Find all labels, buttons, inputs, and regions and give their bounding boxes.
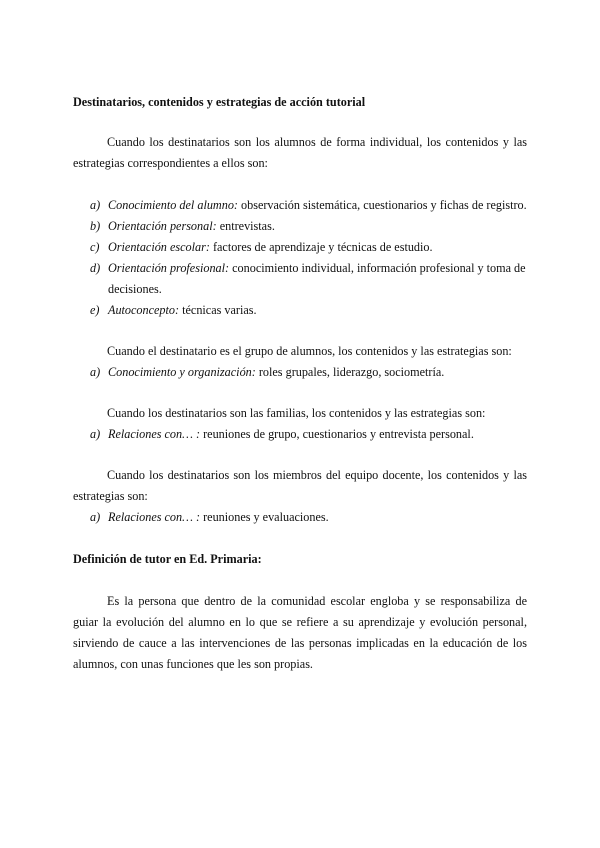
list-text: roles grupales, liderazgo, sociometría. [255, 365, 445, 379]
list-marker: b) [90, 219, 101, 233]
family-list [0, 424, 528, 445]
list-marker: a) [90, 427, 101, 441]
list-marker: c) [90, 240, 100, 254]
list-item [0, 362, 528, 383]
tutor-definition-paragraph: Es la persona que dentro de la comunidad escolar engloba y se responsabiliza de guiar la evolución del alumno en lo que se refiere a su aprendizaje y evolución personal, sirviendo de cauce a las intervenciones de las personas implicadas en la educación de los alumnos, con unas funciones que les son propias. [73, 594, 527, 671]
list-term: Relaciones con… : [108, 510, 201, 524]
list-text: reuniones y evaluaciones. [200, 510, 329, 524]
intro-team-paragraph: Cuando los destinatarios son los miembros del equipo docente, los contenidos y las estrategias son: [73, 468, 527, 503]
individual-list [0, 195, 528, 321]
list-marker: e) [90, 303, 100, 317]
list-text: conocimiento individual, información profesional y toma de decisiones. [108, 261, 526, 296]
list-term: Conocimiento del alumno: [108, 198, 238, 212]
list-text: factores de aprendizaje y técnicas de estudio. [209, 240, 433, 254]
list-item [0, 216, 528, 237]
list-marker: a) [90, 198, 101, 212]
list-text: observación sistemática, cuestionarios y fichas de registro. [237, 198, 527, 212]
list-text: técnicas varias. [179, 303, 257, 317]
list-term: Autoconcepto: [108, 303, 180, 317]
list-text: entrevistas. [216, 219, 275, 233]
intro-individual-paragraph: Cuando los destinatarios son los alumnos de forma individual, los contenidos y las estrategias correspondientes a ellos son: [73, 135, 527, 170]
list-term: Orientación personal: [108, 219, 217, 233]
intro-family-line: Cuando los destinatarios son las familias, los contenidos y las estrategias son: [107, 406, 486, 420]
list-item [0, 507, 528, 528]
list-term: Orientación escolar: [108, 240, 210, 254]
list-item [0, 258, 528, 300]
list-item [0, 195, 528, 216]
group-list [0, 362, 528, 383]
team-list [0, 507, 528, 528]
list-term: Relaciones con… : [108, 427, 201, 441]
list-marker: a) [90, 365, 101, 379]
list-text: reuniones de grupo, cuestionarios y entrevista personal. [200, 427, 474, 441]
list-marker: a) [90, 510, 101, 524]
list-item [0, 300, 528, 321]
section-heading-tutorial-action: Destinatarios, contenidos y estrategias de acción tutorial [73, 95, 366, 109]
list-marker: d) [90, 261, 101, 275]
list-item [0, 237, 528, 258]
list-term: Orientación profesional: [108, 261, 230, 275]
list-term: Conocimiento y organización: [108, 365, 256, 379]
intro-group-line: Cuando el destinatario es el grupo de alumnos, los contenidos y las estrategias son: [107, 344, 512, 358]
section-heading-tutor-definition: Definición de tutor en Ed. Primaria: [73, 552, 262, 566]
list-item [0, 424, 528, 445]
